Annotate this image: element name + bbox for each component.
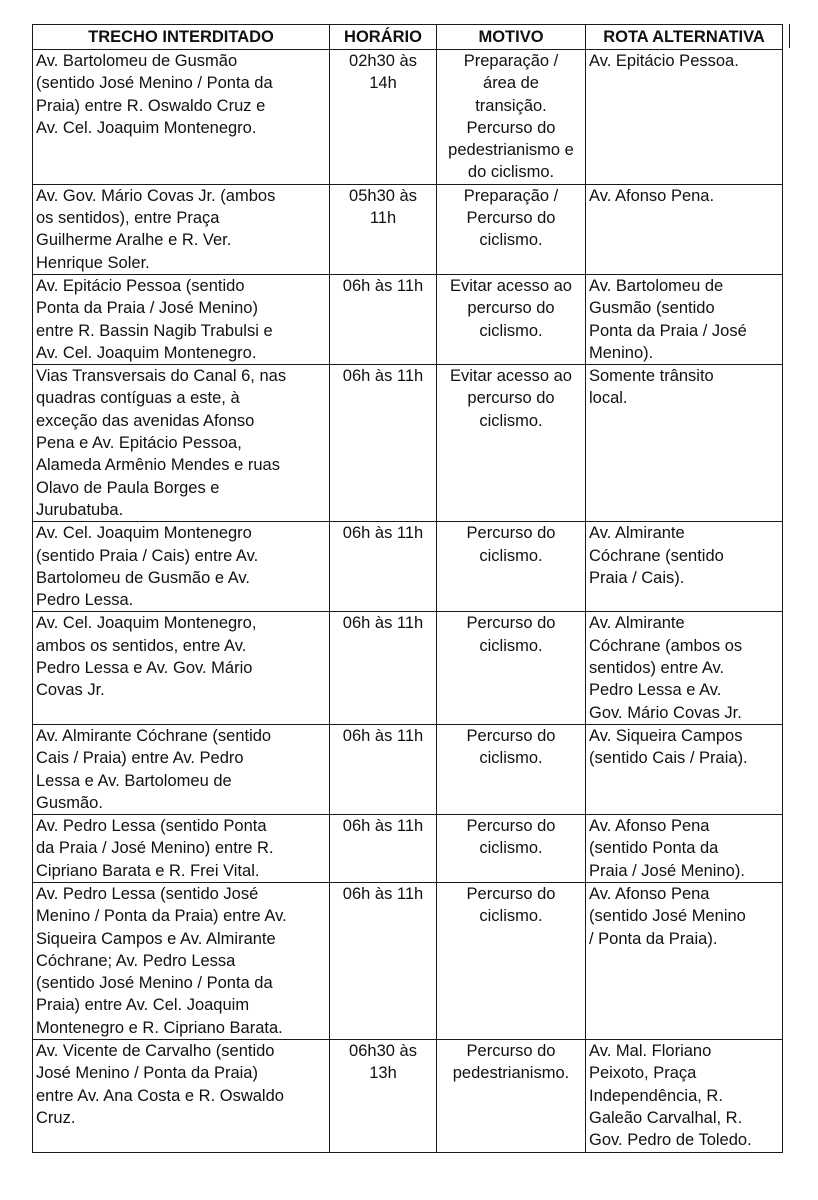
horario-cell-line: 14h [369, 74, 397, 93]
horario-cell-line: 13h [369, 1064, 397, 1083]
trecho-cell-line: Guilherme Aralhe e R. Ver. [36, 231, 232, 250]
trecho-cell [33, 365, 330, 522]
horario-cell-line: 05h30 às [349, 186, 417, 205]
horario-cell [330, 365, 437, 522]
trecho-cell [33, 274, 330, 364]
rota-cell-line: Peixoto, Praça [589, 1064, 697, 1083]
trecho-cell-line: (sentido José Menino / Ponta da [36, 74, 273, 93]
trecho-cell-line: Cruz. [36, 1108, 76, 1127]
trecho-cell [33, 882, 330, 1039]
rota-cell [586, 612, 783, 724]
trecho-cell-line: Alameda Armênio Mendes e ruas [36, 456, 280, 475]
header-edge-mark [784, 24, 790, 48]
table-row [33, 184, 783, 274]
motivo-cell-line: Percurso do [466, 1042, 556, 1061]
table-row [33, 274, 783, 364]
motivo-cell-line: do ciclismo. [467, 163, 555, 182]
table-row [33, 1040, 783, 1152]
rota-cell-line: (sentido Cais / Praia). [589, 749, 748, 768]
motivo-cell-line: pedestrianismo e [448, 141, 574, 160]
trecho-cell [33, 612, 330, 724]
motivo-cell-line: Percurso do [466, 209, 556, 228]
trecho-cell-line: Praia) entre Av. Cel. Joaquim [36, 996, 250, 1015]
rota-cell [586, 50, 783, 185]
rota-cell [586, 724, 783, 814]
horario-cell [330, 184, 437, 274]
horario-cell-line: 06h às 11h [342, 726, 424, 745]
rota-cell-line: Cóchrane (ambos os [589, 636, 743, 655]
rota-cell-line: Av. Mal. Floriano [589, 1042, 712, 1061]
motivo-cell-line: Evitar acesso ao [450, 367, 572, 386]
trecho-cell-line: Av. Pedro Lessa (sentido José [36, 884, 259, 903]
rota-cell-line: Av. Epitácio Pessoa. [589, 52, 739, 70]
horario-cell-line: 06h30 às [349, 1042, 417, 1061]
horario-cell [330, 274, 437, 364]
rota-cell-line: Galeão Carvalhal, R. [589, 1108, 743, 1127]
header-rota: ROTA ALTERNATIVA [586, 25, 783, 50]
trecho-cell-line: Pena e Av. Epitácio Pessoa, [36, 434, 242, 453]
trecho-cell-line: da Praia / José Menino) entre R. [36, 839, 274, 858]
trecho-cell [33, 1040, 330, 1152]
rota-cell [586, 882, 783, 1039]
motivo-cell [437, 882, 586, 1039]
trecho-cell-line: Av. Pedro Lessa (sentido Ponta [36, 817, 267, 836]
motivo-cell [437, 724, 586, 814]
horario-cell-line: 02h30 às [349, 52, 417, 70]
rota-cell-line: Cóchrane (sentido [589, 546, 724, 565]
motivo-cell-line: Percurso do [466, 524, 556, 543]
horario-cell [330, 612, 437, 724]
horario-cell [330, 522, 437, 612]
table-row [33, 50, 783, 185]
rota-cell-line: local. [589, 389, 628, 408]
rota-cell-line: Av. Siqueira Campos [589, 726, 743, 745]
trecho-cell-line: Covas Jr. [36, 681, 105, 700]
motivo-cell [437, 184, 586, 274]
trecho-cell-line: Av. Epitácio Pessoa (sentido [36, 276, 245, 295]
motivo-cell-line: ciclismo. [479, 546, 543, 565]
rota-cell-line: Av. Afonso Pena [589, 817, 710, 836]
table-row [33, 365, 783, 522]
motivo-cell [437, 1040, 586, 1152]
trecho-cell-line: José Menino / Ponta da Praia) [36, 1064, 258, 1083]
trecho-cell-line: Cais / Praia) entre Av. Pedro [36, 749, 244, 768]
horario-cell-line: 06h às 11h [342, 614, 424, 633]
trecho-cell-line: (sentido Praia / Cais) entre Av. [36, 546, 259, 565]
motivo-cell-line: ciclismo. [479, 411, 543, 430]
rota-cell-line: Ponta da Praia / José [589, 321, 747, 340]
trecho-cell-line: Jurubatuba. [36, 500, 124, 519]
trecho-cell [33, 184, 330, 274]
horario-cell-line: 06h às 11h [342, 817, 424, 836]
motivo-cell [437, 274, 586, 364]
trecho-cell-line: Henrique Soler. [36, 253, 150, 272]
rota-cell-line: Av. Bartolomeu de [589, 276, 724, 295]
table-row [33, 612, 783, 724]
table-row [33, 882, 783, 1039]
table-row [33, 815, 783, 883]
rota-cell-line: Somente trânsito [589, 367, 714, 386]
horario-cell [330, 1040, 437, 1152]
motivo-cell-line: área de [483, 74, 539, 93]
trecho-cell-line: Ponta da Praia / José Menino) [36, 299, 258, 318]
trecho-cell-line: Pedro Lessa. [36, 591, 134, 610]
rota-cell-line: sentidos) entre Av. [589, 659, 725, 678]
trecho-cell-line: Av. Almirante Cóchrane (sentido [36, 726, 272, 745]
trecho-cell-line: Av. Cel. Joaquim Montenegro. [36, 118, 257, 137]
rota-cell-line: Gov. Mário Covas Jr. [589, 703, 742, 722]
trecho-cell-line: Lessa e Av. Bartolomeu de [36, 771, 232, 790]
motivo-cell-line: Percurso do [466, 884, 556, 903]
trecho-cell-line: Av. Cel. Joaquim Montenegro, [36, 614, 257, 633]
motivo-cell-line: ciclismo. [479, 907, 543, 926]
motivo-cell-line: Percurso do [466, 726, 556, 745]
rota-cell-line: Praia / José Menino). [589, 861, 745, 880]
motivo-cell-line: ciclismo. [479, 749, 543, 768]
header-motivo: MOTIVO [437, 25, 586, 50]
trecho-cell-line: Siqueira Campos e Av. Almirante [36, 929, 276, 948]
rota-cell [586, 1040, 783, 1152]
rota-cell-line: Praia / Cais). [589, 568, 685, 587]
trecho-cell-line: Av. Gov. Mário Covas Jr. (ambos [36, 186, 276, 205]
trecho-cell-line: Cóchrane; Av. Pedro Lessa [36, 951, 236, 970]
trecho-cell [33, 522, 330, 612]
motivo-cell-line: percurso do [467, 389, 555, 408]
motivo-cell-line: percurso do [467, 299, 555, 318]
trecho-cell-line: exceção das avenidas Afonso [36, 411, 255, 430]
rota-cell-line: Av. Afonso Pena [589, 884, 710, 903]
closures-table-container [32, 24, 792, 1153]
rota-cell-line: (sentido José Menino [589, 907, 746, 926]
trecho-cell-line: Olavo de Paula Borges e [36, 478, 220, 497]
rota-cell [586, 274, 783, 364]
motivo-cell-line: ciclismo. [479, 231, 543, 250]
road-closures-table [32, 24, 783, 1153]
trecho-cell-line: Pedro Lessa e Av. Gov. Mário [36, 659, 253, 678]
horario-cell-line: 06h às 11h [342, 367, 424, 386]
header-row [33, 25, 783, 50]
trecho-cell-line: ambos os sentidos, entre Av. [36, 636, 247, 655]
trecho-cell-line: Av. Vicente de Carvalho (sentido [36, 1042, 275, 1061]
motivo-cell-line: pedestrianismo. [452, 1064, 570, 1083]
motivo-cell-line: ciclismo. [479, 636, 543, 655]
rota-cell [586, 815, 783, 883]
table-row [33, 724, 783, 814]
motivo-cell [437, 365, 586, 522]
trecho-cell-line: Bartolomeu de Gusmão e Av. [36, 568, 251, 587]
motivo-cell-line: Percurso do [466, 614, 556, 633]
motivo-cell-line: Evitar acesso ao [450, 276, 572, 295]
trecho-cell-line: Vias Transversais do Canal 6, nas [36, 367, 287, 386]
motivo-cell [437, 50, 586, 185]
motivo-cell-line: Percurso do [466, 118, 556, 137]
table-row [33, 522, 783, 612]
trecho-cell-line: Menino / Ponta da Praia) entre Av. [36, 907, 287, 926]
horario-cell-line: 06h às 11h [342, 524, 424, 543]
rota-cell [586, 522, 783, 612]
rota-cell-line: Gusmão (sentido [589, 299, 715, 318]
rota-cell-line: Independência, R. [589, 1086, 723, 1105]
rota-cell-line: (sentido Ponta da [589, 839, 719, 858]
trecho-cell [33, 815, 330, 883]
horario-cell [330, 724, 437, 814]
motivo-cell-line: ciclismo. [479, 321, 543, 340]
horario-cell-line: 06h às 11h [342, 884, 424, 903]
trecho-cell-line: Av. Cel. Joaquim Montenegro [36, 524, 252, 543]
motivo-cell-line: Preparação / [463, 186, 559, 205]
rota-cell-line: Av. Almirante [589, 614, 685, 633]
motivo-cell-line: ciclismo. [479, 839, 543, 858]
trecho-cell-line: Gusmão. [36, 793, 103, 812]
rota-cell [586, 365, 783, 522]
trecho-cell-line: entre R. Bassin Nagib Trabulsi e [36, 321, 273, 340]
trecho-cell [33, 50, 330, 185]
horario-cell-line: 11h [369, 209, 397, 228]
trecho-cell-line: quadras contíguas a este, à [36, 389, 240, 408]
rota-cell [586, 184, 783, 274]
motivo-cell-line: Percurso do [466, 817, 556, 836]
trecho-cell-line: Av. Bartolomeu de Gusmão [36, 52, 238, 70]
rota-cell-line: Gov. Pedro de Toledo. [589, 1131, 752, 1150]
header-trecho: TRECHO INTERDITADO [33, 25, 330, 50]
trecho-cell-line: Montenegro e R. Cipriano Barata. [36, 1018, 283, 1037]
rota-cell-line: Pedro Lessa e Av. [589, 681, 722, 700]
motivo-cell [437, 522, 586, 612]
trecho-cell [33, 724, 330, 814]
table-body [33, 50, 783, 1153]
trecho-cell-line: os sentidos), entre Praça [36, 209, 220, 228]
horario-cell [330, 815, 437, 883]
motivo-cell-line: Preparação / [463, 52, 559, 70]
trecho-cell-line: (sentido José Menino / Ponta da [36, 974, 273, 993]
motivo-cell [437, 815, 586, 883]
header-horario: HORÁRIO [330, 25, 437, 50]
trecho-cell-line: entre Av. Ana Costa e R. Oswaldo [36, 1086, 284, 1105]
rota-cell-line: Menino). [589, 343, 654, 362]
motivo-cell-line: transição. [475, 96, 547, 115]
trecho-cell-line: Av. Cel. Joaquim Montenegro. [36, 343, 257, 362]
motivo-cell [437, 612, 586, 724]
horario-cell-line: 06h às 11h [342, 276, 424, 295]
horario-cell [330, 50, 437, 185]
horario-cell [330, 882, 437, 1039]
rota-cell-line: Av. Almirante [589, 524, 685, 543]
trecho-cell-line: Praia) entre R. Oswaldo Cruz e [36, 96, 266, 115]
trecho-cell-line: Cipriano Barata e R. Frei Vital. [36, 861, 260, 880]
rota-cell-line: / Ponta da Praia). [589, 929, 718, 948]
rota-cell-line: Av. Afonso Pena. [589, 186, 715, 205]
